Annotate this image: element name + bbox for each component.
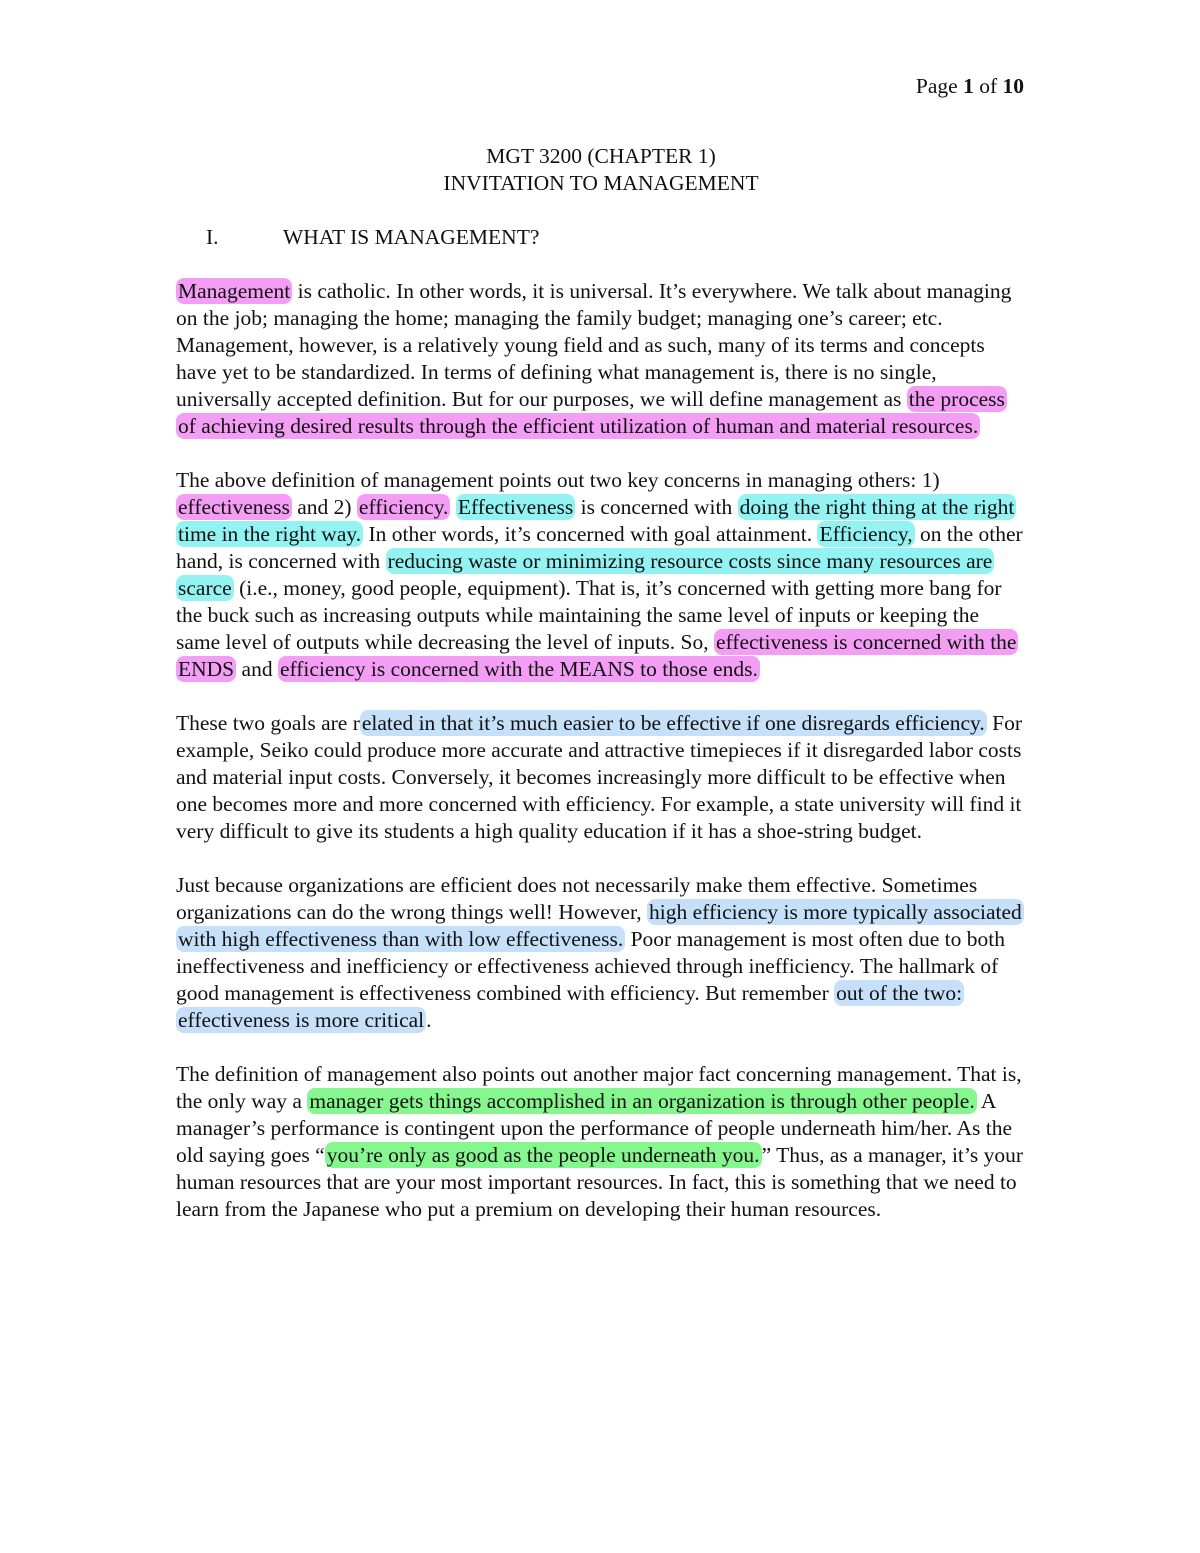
course-title: MGT 3200 (CHAPTER 1) xyxy=(486,144,716,168)
paragraph-2 xyxy=(176,467,1026,683)
paragraph-text: Just because organizations are efficient does not necessarily make them effective. Sometimes organizations can do the wrong things well! However, xyxy=(176,873,978,924)
paragraph-4 xyxy=(176,872,1026,1034)
highlight-pink: efficiency is concerned with the MEANS to those ends. xyxy=(279,657,758,681)
highlight-blue: out of the two: effectiveness is more critical xyxy=(178,981,963,1032)
paragraph-text: and 2) xyxy=(291,495,357,519)
section-heading xyxy=(206,224,1026,251)
highlight-pink: efficiency. xyxy=(358,495,449,519)
paragraph-text: Poor management is most often due to both ineffectiveness and inefficiency or effectiveness achieved through inefficiency. The hallmark of good management is effectiveness combined with efficiency. But remember xyxy=(176,927,1005,1005)
paragraph-text: The above definition of management points out two key concerns in managing others: 1) xyxy=(176,468,940,492)
paragraph-5 xyxy=(176,1061,1026,1223)
highlight-cyan: Effectiveness xyxy=(457,495,574,519)
paragraph-1 xyxy=(176,278,1026,440)
paragraph-text: A manager’s performance is contingent upon the performance of people underneath him/her. As the old saying goes “ xyxy=(176,1089,1013,1167)
highlight-cyan: Efficiency, xyxy=(819,522,913,546)
paragraph-text: is catholic. In other words, it is universal. It’s everywhere. We talk about managing on the job; managing the home; managing the family budget; managing one’s career; etc. Management, however, is a relatively young field and as such, many of its terms and concepts have yet to be standardized. In terms of defining what management is, there is no single, universally accepted definition. But for our purposes, we will define management as xyxy=(176,279,1012,411)
highlight-pink: effectiveness xyxy=(178,495,290,519)
highlight-green: manager gets things accomplished in an organization is through other people. xyxy=(309,1089,975,1113)
paragraph-text xyxy=(450,495,455,519)
highlight-green: you’re only as good as the people underneath you. xyxy=(326,1143,760,1167)
highlight-pink: the process of achieving desired results through the efficient utilization of human and material resources. xyxy=(178,387,1005,438)
paragraph-text: These two goals are r xyxy=(176,711,360,735)
paragraph-text: In other words, it’s concerned with goal attainment. xyxy=(363,522,818,546)
paragraph-text: ” Thus, as a manager, it’s your human resources that are your most important resources. In fact, this is something that we need to learn from the Japanese who put a premium on developing their human resources. xyxy=(176,1143,1024,1221)
page-number-total: 10 xyxy=(1002,74,1024,98)
paragraph-text: For example, Seiko could produce more accurate and attractive timepieces if it disregarded labor costs and material input costs. Conversely, it becomes increasingly more difficult to be effective when one becomes more and more concerned with efficiency. For example, a state university will find it very difficult to give its students a high quality education if it has a shoe-string budget. xyxy=(176,711,1022,843)
chapter-title: INVITATION TO MANAGEMENT xyxy=(443,171,759,195)
page-number-prefix: Page xyxy=(915,74,964,98)
document-title-block xyxy=(176,143,1026,197)
paragraph-list xyxy=(176,278,1026,1223)
highlight-blue: elated in that it’s much easier to be effective if one disregards efficiency. xyxy=(361,711,985,735)
paragraph-text: and xyxy=(236,657,278,681)
paragraph-text: The definition of management also points out another major fact concerning management. That is, the only way a xyxy=(176,1062,1022,1113)
paragraph-text: on the other hand, is concerned with xyxy=(176,522,1023,573)
paragraph-text: . xyxy=(426,1008,432,1032)
page-number-current: 1 xyxy=(963,74,974,98)
paragraph-3 xyxy=(176,710,1026,845)
page-number xyxy=(830,73,1024,100)
highlight-blue: high efficiency is more typically associated with high effectiveness than with low effectiveness. xyxy=(178,900,1022,951)
highlight-pink: effectiveness is concerned with the ENDS xyxy=(178,630,1017,681)
highlight-pink: Management xyxy=(178,279,291,303)
paragraph-text: is concerned with xyxy=(575,495,738,519)
paragraph-text: (i.e., money, good people, equipment). That is, it’s concerned with getting more bang for the buck such as increasing outputs while maintaining the same level of inputs or keeping the same level of outputs while decreasing the level of inputs. So, xyxy=(176,576,1002,654)
highlight-cyan: doing the right thing at the right time in the right way. xyxy=(178,495,1015,546)
section-number: I. xyxy=(206,225,219,249)
section-title: WHAT IS MANAGEMENT? xyxy=(283,225,540,249)
document-body xyxy=(176,143,1026,1223)
highlight-cyan: reducing waste or minimizing resource costs since many resources are scarce xyxy=(178,549,993,600)
page-number-middle: of xyxy=(973,74,1003,98)
